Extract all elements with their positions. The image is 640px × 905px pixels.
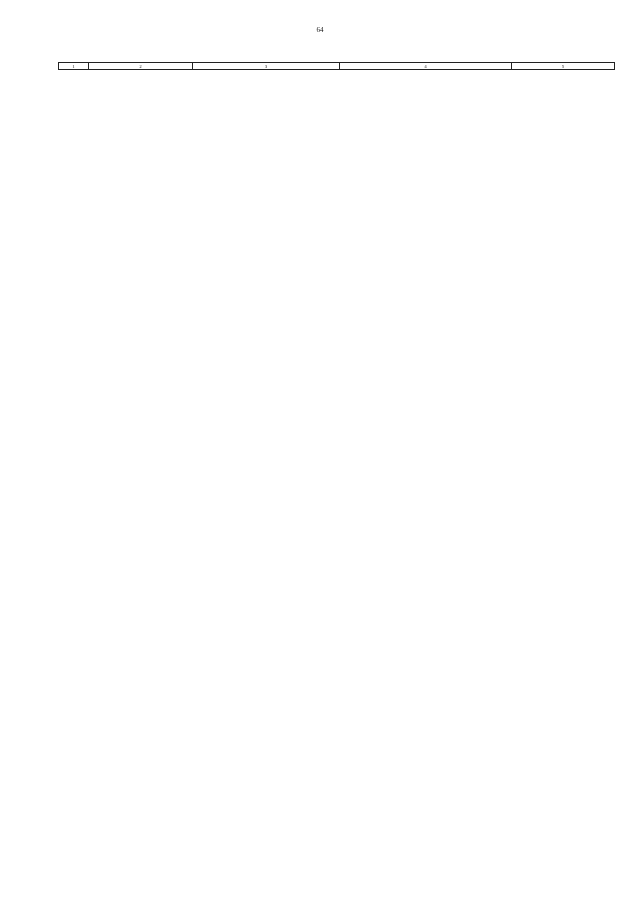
column-header: 1	[59, 63, 89, 70]
column-header: 3	[193, 63, 340, 70]
column-header: 2	[89, 63, 193, 70]
page-number: 64	[316, 26, 324, 34]
column-header: 4	[340, 63, 512, 70]
column-header: 5	[512, 63, 615, 70]
capital-repair-table	[58, 62, 615, 70]
column-numbers-row	[59, 63, 615, 70]
table-header	[59, 63, 615, 70]
